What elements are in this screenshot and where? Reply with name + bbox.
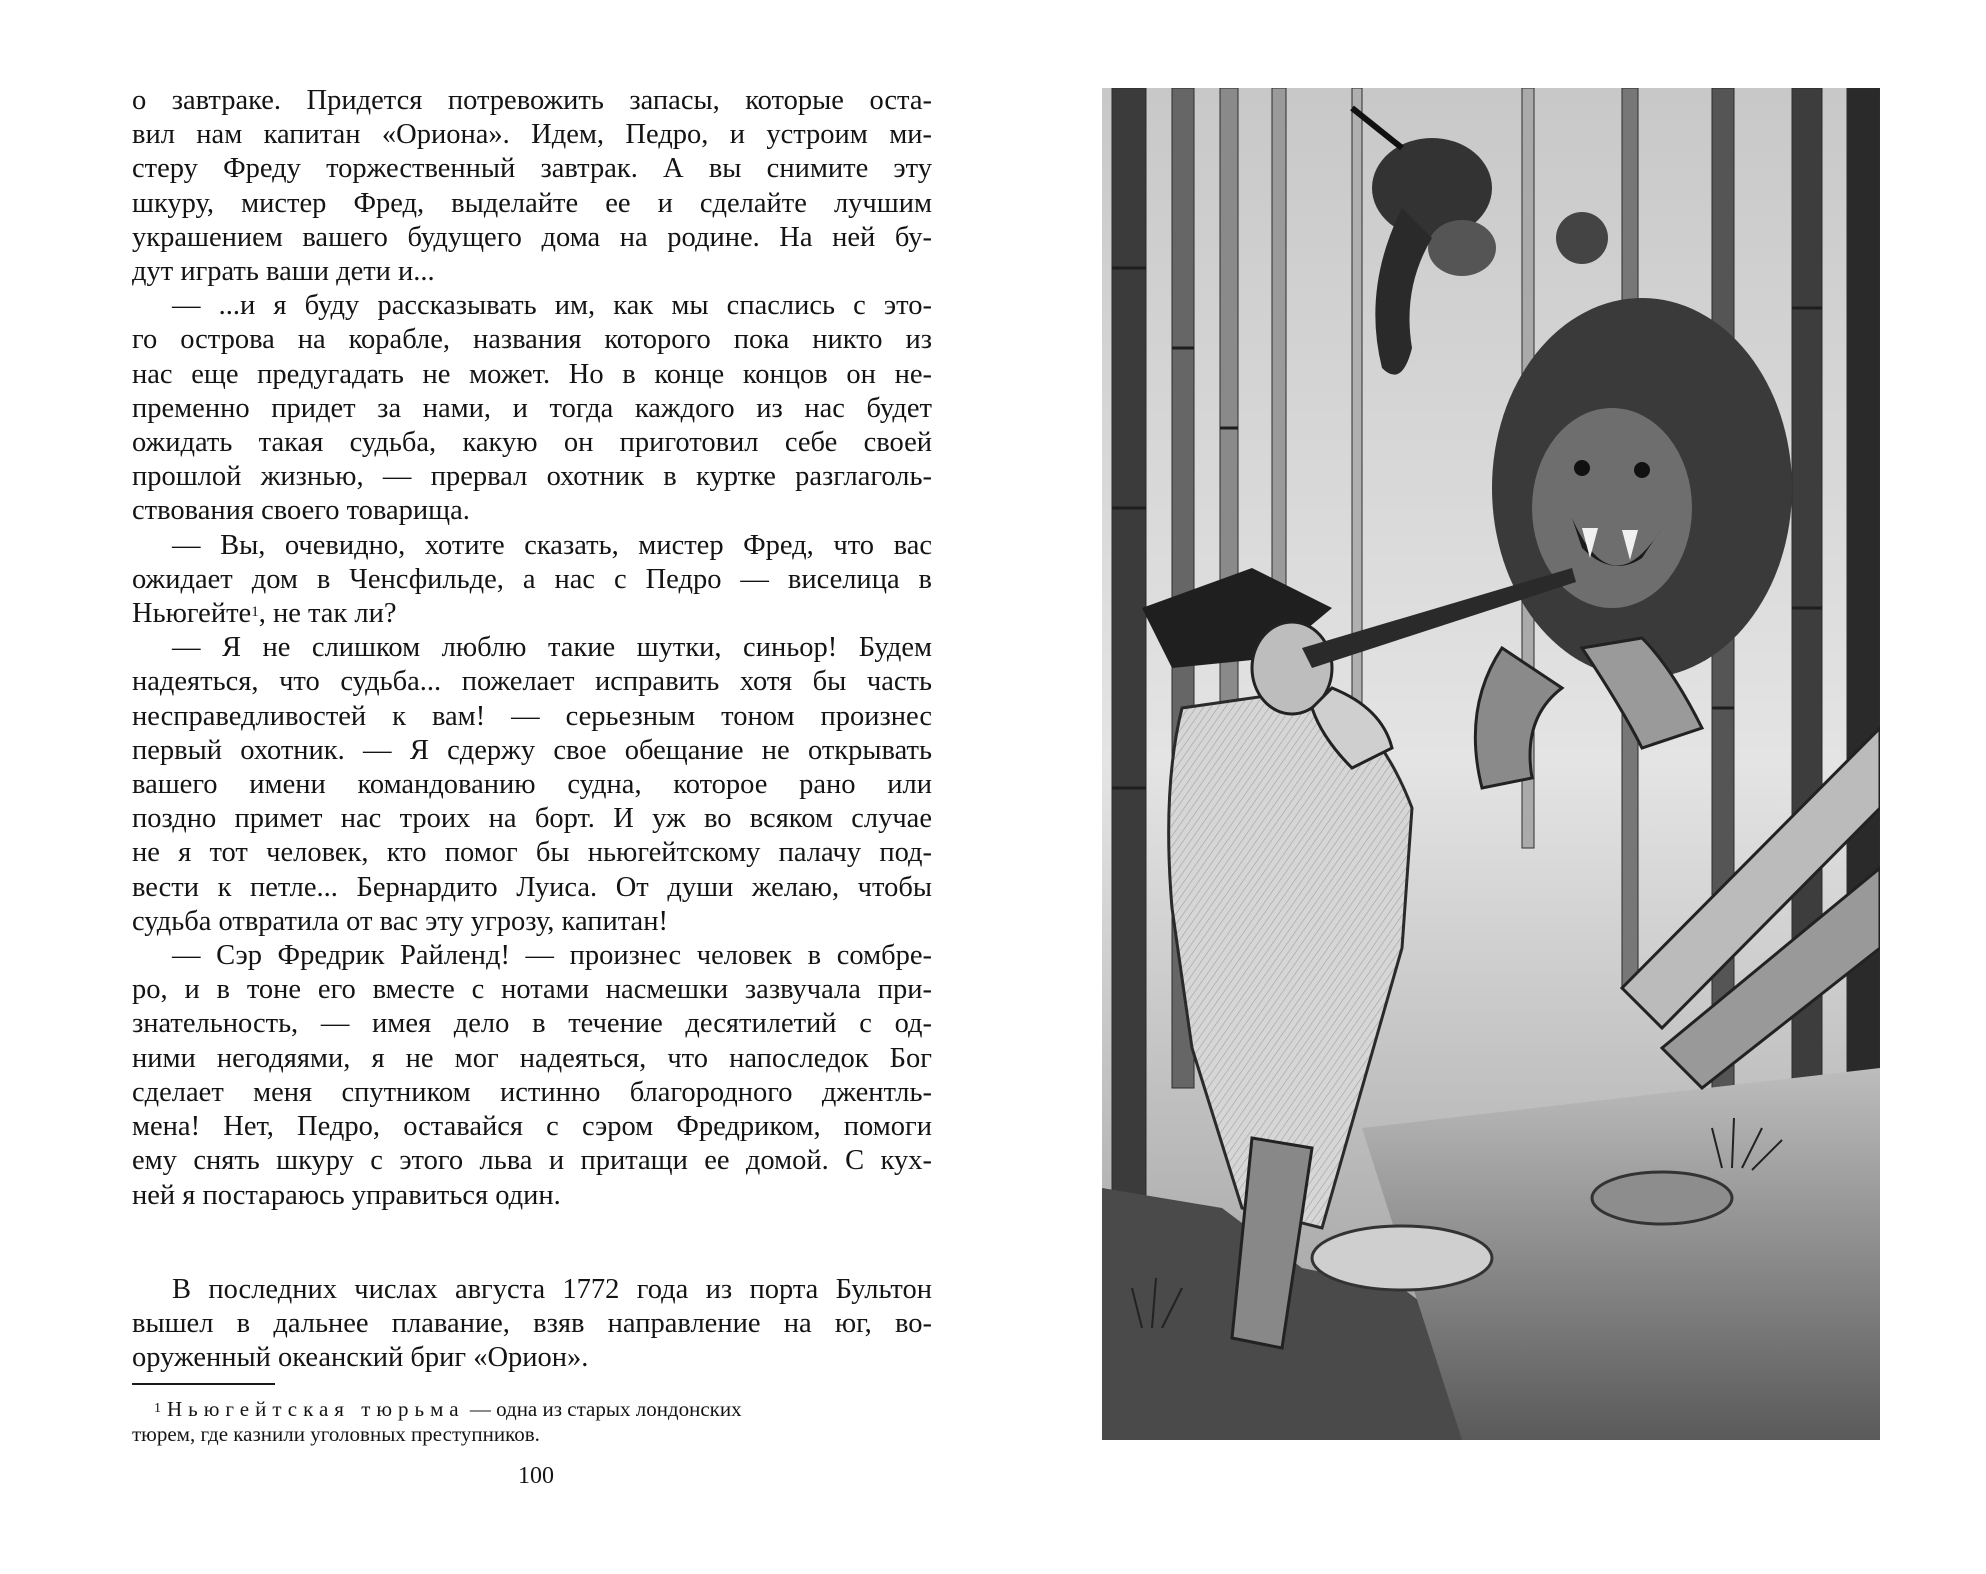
paragraph-5 [132, 939, 932, 1213]
text-line: ожидать такая судьба, какую он приготовил себе своей [132, 427, 932, 459]
text-line: вести к петле... Бернардито Луиса. От души желаю, чтобы [132, 871, 932, 903]
text-line: шкуру, мистер Фред, выделайте ее и сделайте лучшим [132, 187, 932, 219]
text-line: поздно примет нас троих на борт. И уж во всяком случае [132, 803, 932, 835]
text-line: сделает меня спутником истинно благородного джентль- [132, 1076, 932, 1108]
text-fragment: Ньюгейте [132, 598, 252, 630]
text-line: ро, и в тоне его вместе с нотами насмешки зазвучала при- [132, 974, 932, 1006]
footnote [132, 1397, 932, 1447]
text-line: украшением вашего будущего дома на родине. На ней бу- [132, 221, 932, 253]
illustration [1102, 88, 1880, 1440]
text-line: вашего имени командованию судна, которое рано или [132, 769, 932, 801]
illustration-drawing [1102, 88, 1880, 1440]
paragraph-2 [132, 289, 932, 528]
text-line: прошлой жизнью, — прервал охотник в куртке разглаголь- [132, 461, 932, 493]
text-fragment: , не так ли? [258, 598, 397, 630]
text-line: стеру Фреду торжественный завтрак. А вы снимите эту [132, 153, 932, 185]
text-line [132, 597, 932, 631]
footnote-line: тюрем, где казнили уголовных преступников. [132, 1422, 540, 1446]
paragraph-1 [132, 84, 932, 289]
text-line: — ...и я буду рассказывать им, как мы спаслись с это- [172, 290, 932, 322]
text-column [132, 84, 932, 1375]
text-line: дут играть ваши дети и... [132, 256, 435, 288]
paragraph-3 [132, 529, 932, 632]
paragraph-6 [132, 1273, 932, 1376]
text-line: несправедливостей к вам! — серьезным тоном произнес [132, 700, 932, 732]
rock [1592, 1172, 1732, 1224]
text-line: ожидает дом в Ченсфильде, а нас с Педро — виселица в [132, 563, 932, 595]
page-number: 100 [518, 1463, 554, 1489]
text-line: ствования своего товарища. [132, 495, 470, 527]
text-line: го острова на корабле, названия которого пока никто из [132, 324, 932, 356]
text-line: — Я не слишком люблю такие шутки, синьор! Будем [172, 632, 932, 664]
text-line: В последних числах августа 1772 года из порта Бультон [172, 1273, 932, 1305]
footnote-divider [132, 1383, 275, 1385]
footnote-reference: 1 [251, 604, 259, 621]
text-line: знательность, — имея дело в течение десятилетий с од- [132, 1008, 932, 1040]
text-line: судьба отвратила от вас эту угрозу, капитан! [132, 905, 668, 937]
footnote-text: — одна из старых лондонских [464, 1397, 742, 1421]
text-line: — Сэр Фредрик Райленд! — произнес человек в сомбре- [172, 940, 932, 972]
text-line: о завтраке. Придется потревожить запасы, которые оста- [132, 85, 932, 116]
text-line: — Вы, очевидно, хотите сказать, мистер Фред, что вас [172, 529, 932, 561]
footnote-number: 1 [154, 1401, 161, 1416]
text-line: вил нам капитан «Ориона». Идем, Педро, и устроим ми- [132, 119, 932, 151]
text-line: ними негодяями, я не мог надеяться, что напоследок Бог [132, 1042, 932, 1074]
text-line: не я тот человек, кто помог бы ньюгейтскому палачу под- [132, 837, 932, 869]
text-line: первый охотник. — Я сдержу свое обещание не открывать [132, 734, 932, 766]
paragraph-4 [132, 631, 932, 939]
text-line: вышел в дальнее плавание, взяв направление на юг, во- [132, 1307, 932, 1339]
rock [1312, 1226, 1492, 1290]
text-line: нас еще предугадать не может. Но в конце концов он не- [132, 358, 932, 390]
text-line: ней я постараюсь управиться один. [132, 1179, 561, 1211]
text-line: ему снять шкуру с этого льва и притащи ее домой. С кух- [132, 1145, 932, 1177]
footnote-term: Ньюгейтская тюрьма [167, 1397, 465, 1421]
text-line: оруженный океанский бриг «Орион». [132, 1342, 589, 1374]
text-line: пременно придет за нами, и тогда каждого из нас будет [132, 392, 932, 424]
text-line: мена! Нет, Педро, оставайся с сэром Фредриком, помоги [132, 1111, 932, 1143]
footnote-line [132, 1397, 932, 1422]
text-line: надеяться, что судьба... пожелает исправить хотя бы часть [132, 666, 932, 698]
section-break [132, 1213, 932, 1273]
